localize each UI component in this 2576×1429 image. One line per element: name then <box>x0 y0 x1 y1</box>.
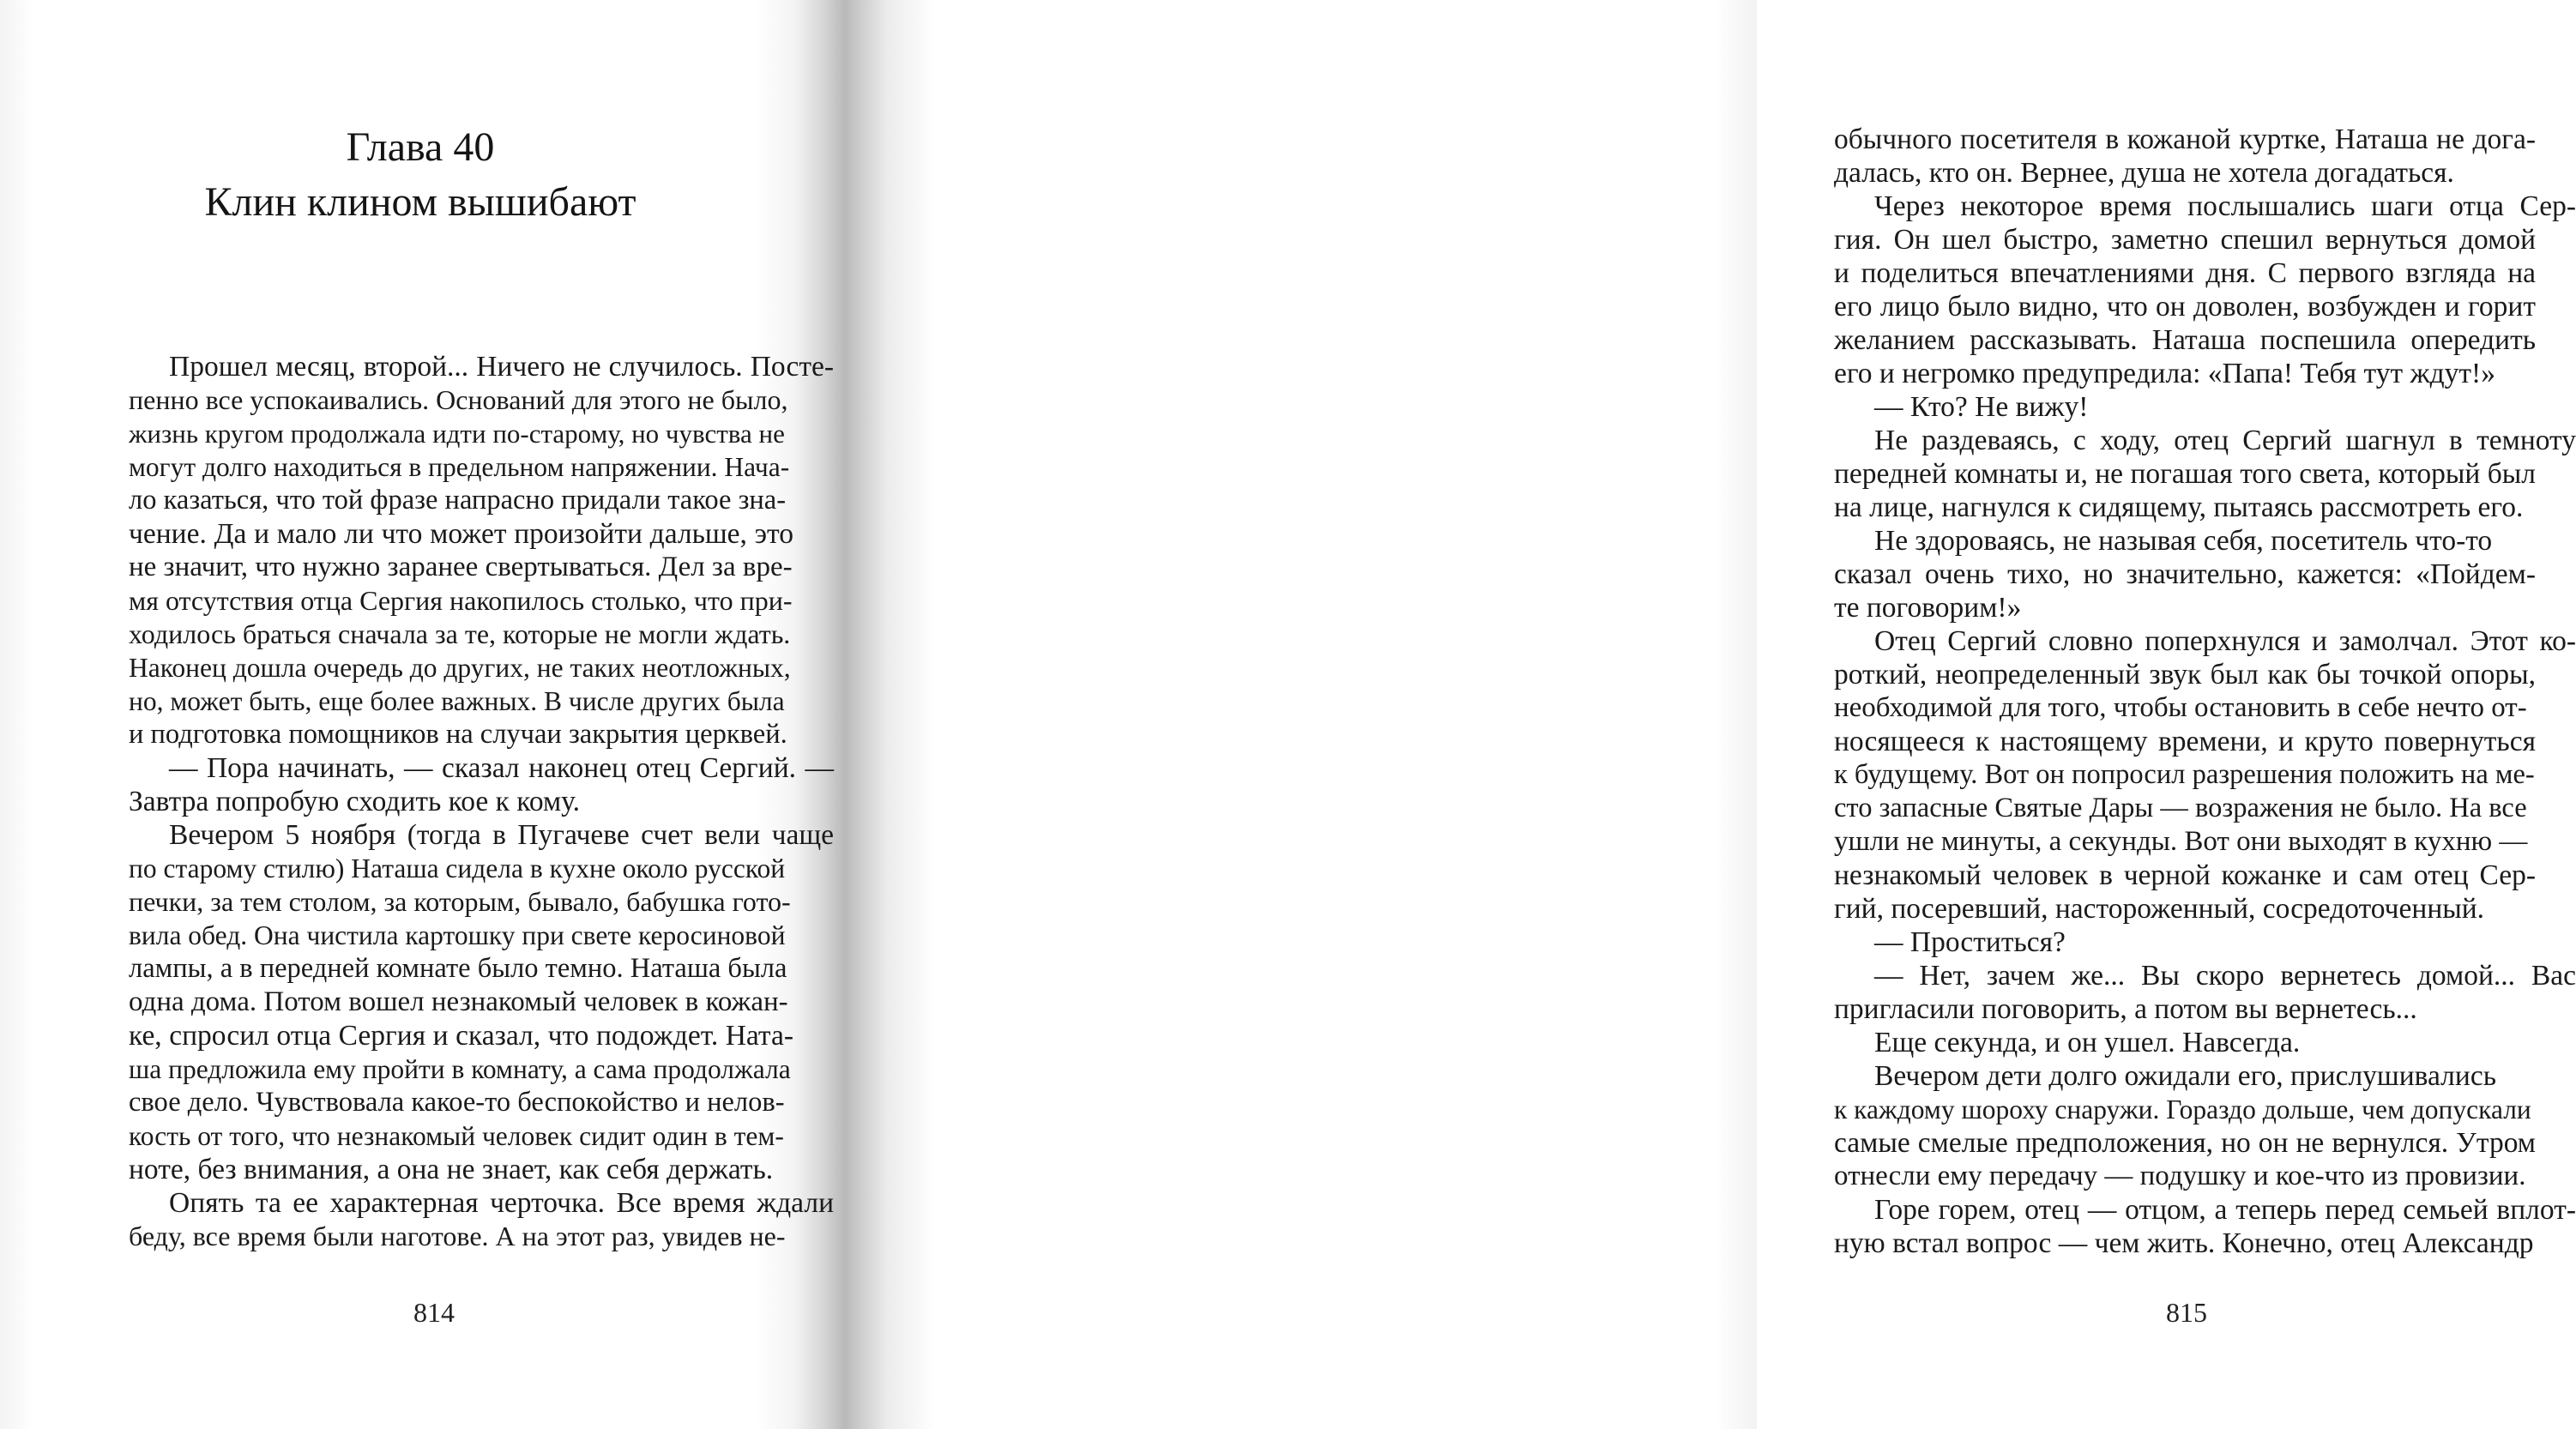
text-line: но, может быть, еще более важных. В числе других была <box>129 686 785 716</box>
text-line: его и негромко предупредила: «Папа! Тебя тут ждут!» <box>1834 358 2495 389</box>
text-line: его лицо было видно, что он доволен, возбужден и горит <box>1834 291 2536 323</box>
text-line: ша предложила ему пройти в комнату, а сама продолжала <box>129 1054 791 1084</box>
text-line: и подготовка помощников на случаи закрытия церквей. <box>129 719 787 750</box>
text-line: свое дело. Чувствовала какое-то беспокойство и нелов- <box>129 1087 785 1118</box>
right-page-text <box>1834 123 2576 1260</box>
left-page <box>0 0 866 1429</box>
text-line: Не раздеваясь, с ходу, отец Сергий шагнул в темноту <box>1874 425 2576 456</box>
text-line: беду, все время были наготове. А на этот раз, увидев не- <box>129 1221 786 1251</box>
text-line: гий, посеревший, настороженный, сосредоточенный. <box>1834 893 2485 925</box>
text-line: Прошел месяц, второй... Ничего не случилось. Посте- <box>169 351 834 383</box>
text-line: и поделиться впечатлениями дня. С первого взгляда на <box>1834 257 2536 289</box>
text-line: на лице, нагнулся к сидящему, пытаясь рассмотреть его. <box>1834 491 2524 523</box>
text-line: к будущему. Вот он попросил разрешения положить на ме- <box>1834 759 2535 790</box>
text-line: самые смелые предположения, но он не вернулся. Утром <box>1834 1127 2536 1159</box>
text-line: — Нет, зачем же... Вы скоро вернетесь домой... Вас <box>1874 960 2576 992</box>
right-page <box>884 0 2576 1429</box>
text-line: Не здороваясь, не называя себя, посетитель что-то <box>1874 525 2493 557</box>
text-line: к каждому шороху снаружи. Гораздо дольше, чем допускали <box>1834 1094 2531 1125</box>
right-page-number: 815 <box>2166 1297 2207 1328</box>
text-line: ноте, без внимания, а она не знает, как себя держать. <box>129 1154 774 1185</box>
text-line: вила обед. Она чистила картошку при свете керосиновой <box>129 920 786 950</box>
text-line: чение. Да и мало ли что может произойти дальше, это <box>129 518 793 550</box>
text-line: обычного посетителя в кожаной куртке, Наташа не дога- <box>1834 124 2536 155</box>
text-line: отнесли ему передачу — подушку и кое-что из провизии. <box>1834 1161 2526 1191</box>
left-page-number: 814 <box>413 1297 455 1328</box>
text-line: мя отсутствия отца Сергия накопилось столько, что при- <box>129 585 793 616</box>
text-line: лампы, а в передней комнате было темно. Наташа была <box>129 953 787 984</box>
text-line: Вечером дети долго ожидали его, прислушивались <box>1874 1060 2496 1092</box>
text-line: незнакомый человек в черной кожанке и сам отец Сер- <box>1834 859 2536 891</box>
text-line: далась, кто он. Вернее, душа не хотела догадаться. <box>1834 157 2454 189</box>
text-line: ную встал вопрос — чем жить. Конечно, отец Александр <box>1834 1227 2534 1259</box>
text-line: Отец Сергий словно поперхнулся и замолчал. Этот ко- <box>1874 625 2576 657</box>
text-line: кость от того, что незнакомый человек сидит один в тем- <box>129 1121 784 1151</box>
text-line: ходилось браться сначала за те, которые не могли ждать. <box>129 618 791 649</box>
text-line: Еще секунда, и он ушел. Навсегда. <box>1874 1027 2301 1058</box>
text-line: одна дома. Потом вошел незнакомый человек в кожан- <box>129 986 788 1017</box>
text-line: ке, спросил отца Сергия и сказал, что подождет. Ната- <box>129 1020 793 1052</box>
text-line: Опять та ее характерная черточка. Все время ждали <box>169 1187 834 1219</box>
chapter-number: Глава 40 <box>346 124 495 170</box>
text-line: Через некоторое время послышались шаги отца Сер- <box>1874 190 2576 222</box>
text-line: ушли не минуты, а секунды. Вот они выходят в кухню — <box>1834 826 2528 857</box>
text-line: — Кто? Не вижу! <box>1874 391 2089 423</box>
text-line: передней комнаты и, не погашая того света, который был <box>1834 458 2536 490</box>
text-line: Наконец дошла очередь до других, не таких неотложных, <box>129 653 791 683</box>
text-line: жизнь кругом продолжала идти по-старому, но чувства не <box>129 419 785 449</box>
text-line: по старому стилю) Наташа сидела в кухне около русской <box>129 853 786 883</box>
text-line: — Пора начинать, — сказал наконец отец Сергий. — <box>169 752 834 784</box>
text-line: Вечером 5 ноября (тогда в Пугачеве счет вели чаще <box>169 819 834 851</box>
chapter-title: Клин клином вышибают <box>204 179 636 225</box>
text-line: не значит, что нужно заранее свертываться. Дел за вре- <box>129 552 793 582</box>
chapter-heading <box>137 120 703 230</box>
text-line: те поговорим!» <box>1834 592 2022 624</box>
text-line: — Проститься? <box>1874 926 2066 958</box>
text-line: Завтра попробую сходить кое к кому. <box>129 786 580 817</box>
text-line: могут долго находиться в предельном напряжении. Нача- <box>129 452 790 482</box>
text-line: сказал очень тихо, но значительно, кажется: «Пойдем- <box>1834 558 2536 590</box>
text-line: носящееся к настоящему времени, и круто повернуться <box>1834 726 2536 757</box>
text-line: пенно все успокаивались. Оснований для этого не было, <box>129 384 788 415</box>
text-line: желанием рассказывать. Наташа поспешила опередить <box>1834 324 2536 356</box>
text-line: Горе горем, отец — отцом, а теперь перед семьей вплот- <box>1874 1194 2576 1226</box>
text-line: печки, за тем столом, за которым, бывало, бабушка гото- <box>129 886 791 917</box>
left-page-text <box>129 350 834 1253</box>
text-line: необходимой для того, чтобы остановить в себе нечто от- <box>1834 692 2527 723</box>
text-line: роткий, неопределенный звук был как бы точкой опоры, <box>1834 659 2536 690</box>
text-line: пригласили поговорить, а потом вы вернетесь... <box>1834 993 2417 1025</box>
text-line: ло казаться, что той фразе напрасно придали такое зна- <box>129 485 787 516</box>
text-line: гия. Он шел быстро, заметно спешил вернуться домой <box>1834 224 2536 256</box>
text-line: сто запасные Святые Дары — возражения не было. На все <box>1834 793 2527 823</box>
